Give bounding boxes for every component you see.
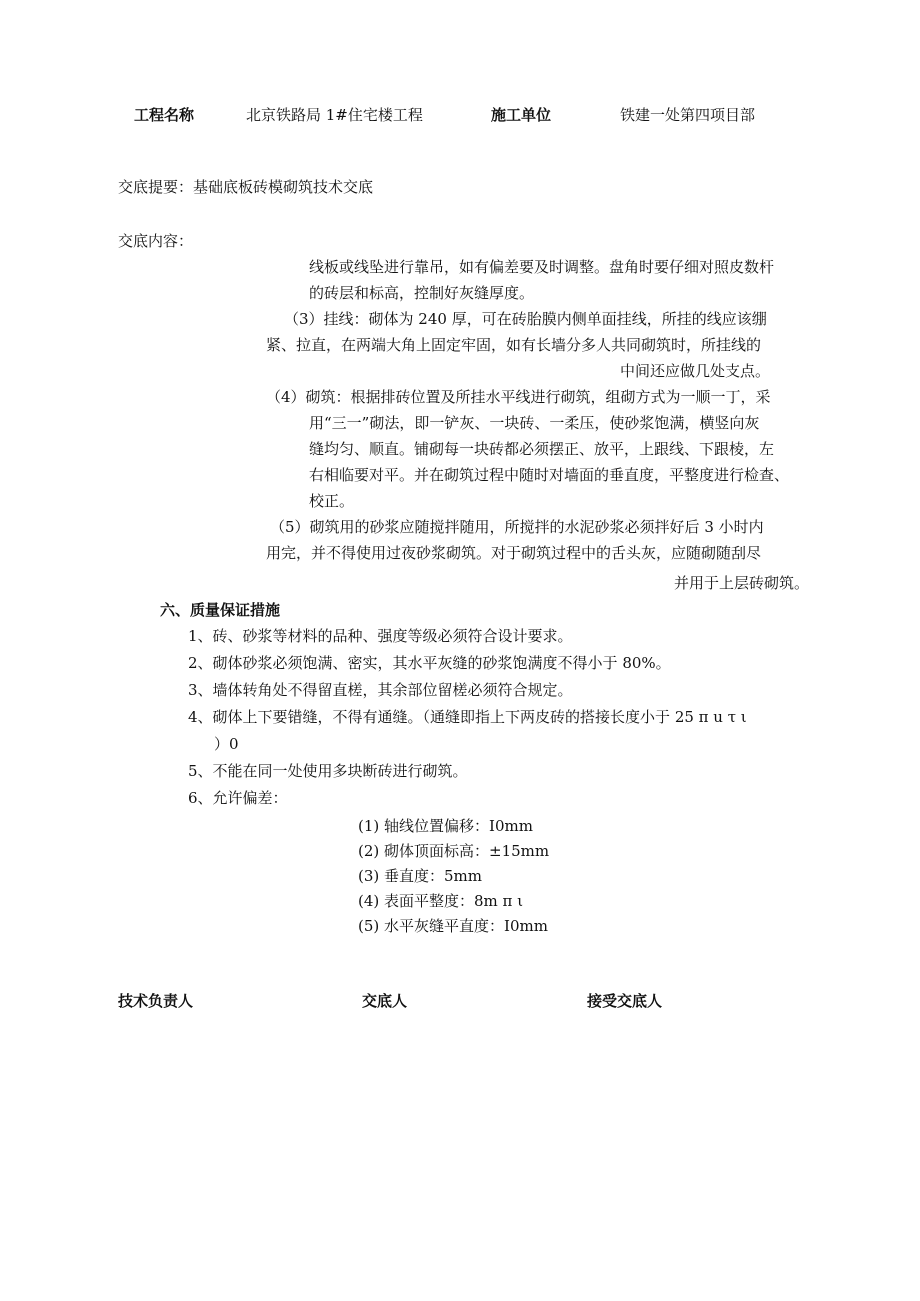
body-line: 并用于上层砖砌筑。 — [674, 574, 810, 592]
body-line: 紧、拉直，在两端大角上固定牢固，如有长墙分多人共同砌筑时，所挂线的 — [266, 336, 762, 354]
body-line: （3）挂线：砌体为 240 厚，可在砖胎膜内侧单面挂线，所挂的线应该绷 — [284, 310, 767, 328]
list-item: 2、砌体砂浆必须饱满、密实，其水平灰缝的砂浆饱满度不得小于 80%。 — [188, 654, 671, 672]
tolerance-item: (2) 砌体顶面标高：±15mm — [358, 842, 550, 860]
body-line: 中间还应做几处支点。 — [620, 362, 771, 380]
project-name-label: 工程名称 — [134, 106, 195, 124]
list-item: 5、不能在同一处使用多块断砖进行砌筑。 — [188, 762, 468, 780]
signature-presenter: 交底人 — [362, 992, 408, 1010]
tolerance-item: (5) 水平灰缝平直度：I0mm — [358, 917, 548, 935]
list-item: 3、墙体转角处不得留直槎，其余部位留槎必须符合规定。 — [188, 681, 573, 699]
body-line: 的砖层和标高，控制好灰缝厚度。 — [309, 284, 535, 302]
list-item: 6、允许偏差： — [188, 789, 288, 807]
list-item: 1、砖、砂浆等材料的品种、强度等级必须符合设计要求。 — [188, 627, 573, 645]
signature-tech-lead: 技术负责人 — [118, 992, 194, 1010]
construction-unit-label: 施工单位 — [491, 106, 552, 124]
section-title: 六、质量保证措施 — [160, 601, 281, 619]
summary: 交底提要：基础底板砖模砌筑技术交底 — [118, 178, 374, 196]
project-name-value: 北京铁路局 1#住宅楼工程 — [246, 106, 423, 124]
body-line: 缝均匀、顺直。铺砌每一块砖都必须摆正、放平，上跟线、下跟棱，左 — [309, 440, 775, 458]
body-line: 右相临要对平。并在砌筑过程中随时对墙面的垂直度，平整度进行检查、 — [309, 466, 790, 484]
body-line: 用“三一”砌法，即一铲灰、一块砖、一柔压，使砂浆饱满，横竖向灰 — [309, 414, 760, 432]
body-line: 校正。 — [309, 492, 355, 510]
content-label: 交底内容： — [118, 232, 194, 250]
construction-unit-value: 铁建一处第四项目部 — [620, 106, 756, 124]
tolerance-item: (3) 垂直度：5mm — [358, 867, 483, 885]
body-line: （5）砌筑用的砂浆应随搅拌随用，所搅拌的水泥砂浆必须拌好后 3 小时内 — [270, 518, 764, 536]
list-item: 4、砌体上下要错缝，不得有通缝。（通缝即指上下两皮砖的搭接长度小于 25 π u τ ι — [188, 708, 747, 726]
body-line: 线板或线坠进行靠吊，如有偏差要及时调整。盘角时要仔细对照皮数杆 — [309, 258, 775, 276]
body-line: （4）砌筑：根据排砖位置及所挂水平线进行砌筑，组砌方式为一顺一丁，采 — [266, 388, 771, 406]
body-line: 用完，并不得使用过夜砂浆砌筑。对于砌筑过程中的舌头灰，应随砌随刮尽 — [266, 544, 762, 562]
tolerance-item: (1) 轴线位置偏移：I0mm — [358, 817, 533, 835]
list-item: ）0 — [214, 735, 239, 753]
tolerance-item: (4) 表面平整度：8m π ι — [358, 892, 524, 910]
signature-receiver: 接受交底人 — [587, 992, 663, 1010]
